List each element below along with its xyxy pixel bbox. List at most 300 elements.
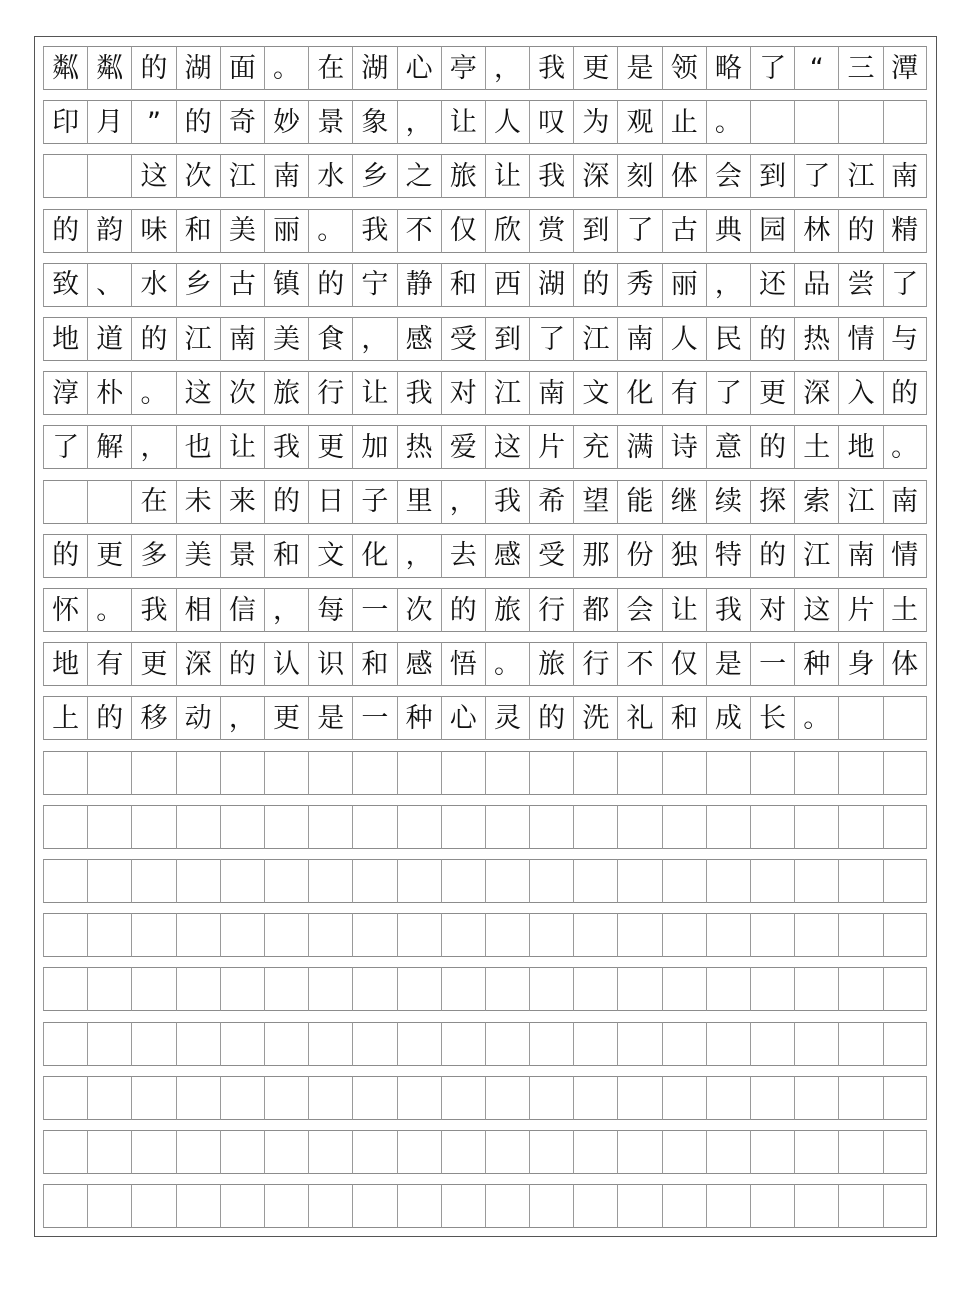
grid-cell (264, 967, 308, 1011)
essay-line (43, 263, 927, 307)
character-cell: 意 (706, 425, 750, 469)
grid-cell (220, 1076, 264, 1120)
character-cell: 都 (573, 588, 617, 632)
character-cell: 解 (87, 425, 131, 469)
character-cell: 对 (750, 588, 794, 632)
essay-line (43, 480, 927, 524)
grid-cell (794, 1076, 838, 1120)
character-cell: 的 (43, 209, 87, 253)
grid-cell (485, 1130, 529, 1174)
grid-cell (87, 480, 131, 524)
character-cell: 的 (883, 371, 927, 415)
character-cell: 文 (573, 371, 617, 415)
character-cell: 成 (706, 696, 750, 740)
character-cell: 为 (573, 100, 617, 144)
grid-cell (220, 1130, 264, 1174)
character-cell: 心 (441, 696, 485, 740)
character-cell: ， (397, 534, 441, 578)
grid-cell (750, 967, 794, 1011)
character-cell: 独 (662, 534, 706, 578)
grid-cell (485, 1184, 529, 1228)
grid-cell (617, 967, 661, 1011)
grid-cell (838, 751, 882, 795)
character-cell: 识 (308, 642, 352, 686)
essay-line (43, 696, 927, 740)
grid-cell (750, 1076, 794, 1120)
character-cell: 种 (397, 696, 441, 740)
grid-cell (750, 805, 794, 849)
character-cell: 了 (617, 209, 661, 253)
character-cell: 化 (352, 534, 396, 578)
grid-cell (441, 805, 485, 849)
character-cell: 和 (352, 642, 396, 686)
character-cell: 乡 (176, 263, 220, 307)
character-cell: 乡 (352, 154, 396, 198)
grid-cell (43, 154, 87, 198)
character-cell: 人 (662, 317, 706, 361)
grid-cell (220, 1184, 264, 1228)
character-cell: 是 (706, 642, 750, 686)
essay-line (43, 209, 927, 253)
character-cell: 更 (131, 642, 175, 686)
character-cell: 探 (750, 480, 794, 524)
grid-cell (883, 967, 927, 1011)
character-cell: 人 (485, 100, 529, 144)
character-cell: 感 (397, 642, 441, 686)
grid-cell (308, 751, 352, 795)
grid-cell (264, 1130, 308, 1174)
character-cell: 的 (131, 46, 175, 90)
essay-line (43, 642, 927, 686)
character-cell: 加 (352, 425, 396, 469)
grid-cell (220, 859, 264, 903)
character-cell: 地 (43, 642, 87, 686)
character-cell: 南 (838, 534, 882, 578)
character-cell: 的 (308, 263, 352, 307)
character-cell: 我 (352, 209, 396, 253)
grid-cell (441, 859, 485, 903)
grid-cell (43, 859, 87, 903)
grid-cell (87, 1130, 131, 1174)
character-cell: 认 (264, 642, 308, 686)
character-cell: 每 (308, 588, 352, 632)
character-cell: 是 (617, 46, 661, 90)
grid-cell (794, 859, 838, 903)
character-cell: 身 (838, 642, 882, 686)
character-cell: 了 (794, 154, 838, 198)
character-cell: 在 (308, 46, 352, 90)
character-cell: 一 (352, 588, 396, 632)
grid-cell (883, 751, 927, 795)
character-cell: ， (220, 696, 264, 740)
character-cell: 水 (308, 154, 352, 198)
character-cell: 宁 (352, 263, 396, 307)
grid-cell (750, 1184, 794, 1228)
grid-cell (352, 1184, 396, 1228)
character-cell: 了 (750, 46, 794, 90)
grid-cell (838, 100, 882, 144)
grid-cell (529, 1184, 573, 1228)
grid-cell (397, 1022, 441, 1066)
grid-cell (485, 805, 529, 849)
character-cell: 古 (662, 209, 706, 253)
grid-cell (573, 1076, 617, 1120)
character-cell: 能 (617, 480, 661, 524)
grid-cell (441, 751, 485, 795)
blank-grid-row (43, 751, 927, 795)
blank-grid-row (43, 1076, 927, 1120)
grid-cell (176, 1076, 220, 1120)
character-cell: 略 (706, 46, 750, 90)
character-cell: 让 (352, 371, 396, 415)
grid-cell (43, 1130, 87, 1174)
character-cell: 我 (485, 480, 529, 524)
grid-cell (397, 1076, 441, 1120)
character-cell: 景 (308, 100, 352, 144)
character-cell: 让 (220, 425, 264, 469)
grid-cell (485, 859, 529, 903)
grid-cell (529, 913, 573, 957)
grid-cell (573, 1022, 617, 1066)
grid-cell (617, 1076, 661, 1120)
character-cell: 情 (883, 534, 927, 578)
character-cell: 热 (794, 317, 838, 361)
grid-cell (838, 913, 882, 957)
character-cell: 这 (176, 371, 220, 415)
character-cell: 种 (794, 642, 838, 686)
grid-cell (485, 967, 529, 1011)
character-cell: 行 (529, 588, 573, 632)
grid-cell (838, 1184, 882, 1228)
grid-cell (131, 967, 175, 1011)
grid-cell (617, 1022, 661, 1066)
blank-grid-row (43, 805, 927, 849)
grid-cell (308, 859, 352, 903)
character-cell: 我 (264, 425, 308, 469)
character-cell: 有 (87, 642, 131, 686)
character-cell: 的 (176, 100, 220, 144)
character-cell: 江 (838, 480, 882, 524)
grid-cell (441, 967, 485, 1011)
blank-grid-row (43, 967, 927, 1011)
grid-cell (308, 967, 352, 1011)
character-cell: 是 (308, 696, 352, 740)
character-cell: 仅 (662, 642, 706, 686)
grid-cell (131, 1022, 175, 1066)
character-cell: 日 (308, 480, 352, 524)
grid-cell (750, 751, 794, 795)
character-cell: 湖 (176, 46, 220, 90)
character-cell: 份 (617, 534, 661, 578)
character-cell: 更 (264, 696, 308, 740)
character-cell: 致 (43, 263, 87, 307)
grid-cell (397, 1130, 441, 1174)
character-cell: 灵 (485, 696, 529, 740)
character-cell: 不 (397, 209, 441, 253)
character-cell: 会 (706, 154, 750, 198)
character-cell: 湖 (352, 46, 396, 90)
grid-cell (750, 859, 794, 903)
character-cell: ， (706, 263, 750, 307)
grid-cell (352, 805, 396, 849)
grid-cell (308, 805, 352, 849)
character-cell: 观 (617, 100, 661, 144)
character-cell: 欣 (485, 209, 529, 253)
character-cell: “ (794, 46, 838, 90)
character-cell: 也 (176, 425, 220, 469)
character-cell: 让 (662, 588, 706, 632)
grid-cell (706, 913, 750, 957)
character-cell: 和 (662, 696, 706, 740)
character-cell: ， (485, 46, 529, 90)
character-cell: 精 (883, 209, 927, 253)
grid-cell (308, 1184, 352, 1228)
grid-cell (131, 1130, 175, 1174)
grid-cell (485, 751, 529, 795)
grid-cell (883, 696, 927, 740)
grid-cell (397, 805, 441, 849)
character-cell: 去 (441, 534, 485, 578)
character-cell: 我 (529, 46, 573, 90)
grid-cell (352, 1130, 396, 1174)
character-cell: 让 (485, 154, 529, 198)
essay-line (43, 317, 927, 361)
character-cell: 洗 (573, 696, 617, 740)
character-cell: 南 (529, 371, 573, 415)
grid-cell (706, 805, 750, 849)
character-cell: 体 (883, 642, 927, 686)
character-cell: 次 (220, 371, 264, 415)
character-cell: 典 (706, 209, 750, 253)
character-cell: ， (264, 588, 308, 632)
character-cell: 奇 (220, 100, 264, 144)
essay-line (43, 371, 927, 415)
grid-cell (617, 805, 661, 849)
grid-cell (220, 913, 264, 957)
grid-cell (176, 1022, 220, 1066)
character-cell: 食 (308, 317, 352, 361)
grid-cell (794, 967, 838, 1011)
character-cell: 感 (397, 317, 441, 361)
blank-grid-row (43, 1184, 927, 1228)
grid-cell (662, 967, 706, 1011)
blank-grid-row (43, 1022, 927, 1066)
grid-cell (662, 1076, 706, 1120)
blank-grid-row (43, 1130, 927, 1174)
character-cell: 有 (662, 371, 706, 415)
grid-cell (131, 1184, 175, 1228)
grid-cell (441, 1184, 485, 1228)
grid-cell (794, 1130, 838, 1174)
character-cell: 里 (397, 480, 441, 524)
character-cell: 韵 (87, 209, 131, 253)
grid-cell (131, 751, 175, 795)
character-cell: 湖 (529, 263, 573, 307)
grid-cell (43, 751, 87, 795)
grid-cell (662, 1184, 706, 1228)
character-cell: 情 (838, 317, 882, 361)
character-cell: 礼 (617, 696, 661, 740)
grid-cell (87, 967, 131, 1011)
grid-cell (750, 1022, 794, 1066)
grid-cell (176, 967, 220, 1011)
blank-grid-row (43, 859, 927, 903)
grid-cell (529, 751, 573, 795)
grid-cell (220, 805, 264, 849)
character-cell: 还 (750, 263, 794, 307)
character-cell: 的 (750, 534, 794, 578)
grid-cell (883, 1130, 927, 1174)
grid-cell (838, 805, 882, 849)
character-cell: 在 (131, 480, 175, 524)
character-cell: 更 (308, 425, 352, 469)
grid-cell (617, 859, 661, 903)
grid-cell (87, 154, 131, 198)
character-cell: 子 (352, 480, 396, 524)
character-cell: 三 (838, 46, 882, 90)
character-cell: 。 (87, 588, 131, 632)
character-cell: 更 (87, 534, 131, 578)
character-cell: 继 (662, 480, 706, 524)
character-cell: 的 (573, 263, 617, 307)
grid-cell (838, 967, 882, 1011)
character-cell: 。 (794, 696, 838, 740)
character-cell: 地 (838, 425, 882, 469)
character-cell: 充 (573, 425, 617, 469)
character-cell: 丽 (264, 209, 308, 253)
character-cell: 江 (220, 154, 264, 198)
character-cell: 之 (397, 154, 441, 198)
character-cell: 信 (220, 588, 264, 632)
grid-cell (662, 913, 706, 957)
grid-cell (441, 1022, 485, 1066)
grid-cell (883, 913, 927, 957)
grid-cell (662, 1022, 706, 1066)
character-cell: 。 (264, 46, 308, 90)
grid-cell (264, 1076, 308, 1120)
character-cell: 土 (794, 425, 838, 469)
character-cell: 面 (220, 46, 264, 90)
grid-cell (750, 1130, 794, 1174)
grid-cell (883, 859, 927, 903)
character-cell: 南 (883, 480, 927, 524)
character-cell: 这 (485, 425, 529, 469)
grid-cell (794, 751, 838, 795)
grid-cell (573, 1184, 617, 1228)
character-cell: 景 (220, 534, 264, 578)
character-cell: 园 (750, 209, 794, 253)
grid-cell (352, 913, 396, 957)
grid-cell (617, 913, 661, 957)
grid-cell (662, 859, 706, 903)
character-cell: 这 (794, 588, 838, 632)
character-cell: 我 (397, 371, 441, 415)
character-cell: 江 (176, 317, 220, 361)
character-cell: 旅 (485, 588, 529, 632)
grid-cell (43, 913, 87, 957)
character-cell: 南 (617, 317, 661, 361)
grid-cell (397, 751, 441, 795)
grid-cell (529, 859, 573, 903)
character-cell: 化 (617, 371, 661, 415)
character-cell: 特 (706, 534, 750, 578)
grid-cell (87, 1076, 131, 1120)
grid-cell (794, 1184, 838, 1228)
grid-cell (662, 1130, 706, 1174)
grid-cell (264, 751, 308, 795)
grid-cell (573, 805, 617, 849)
character-cell: 古 (220, 263, 264, 307)
grid-cell (176, 805, 220, 849)
character-cell: 的 (838, 209, 882, 253)
grid-cell (220, 967, 264, 1011)
grid-cell (706, 859, 750, 903)
grid-cell (308, 1076, 352, 1120)
grid-cell (883, 100, 927, 144)
grid-cell (750, 100, 794, 144)
character-cell: 镇 (264, 263, 308, 307)
character-cell: 的 (750, 425, 794, 469)
grid-cell (87, 859, 131, 903)
character-cell: 土 (883, 588, 927, 632)
character-cell: 了 (883, 263, 927, 307)
character-cell: 水 (131, 263, 175, 307)
character-cell: 道 (87, 317, 131, 361)
grid-cell (87, 805, 131, 849)
grid-cell (529, 1076, 573, 1120)
grid-cell (529, 805, 573, 849)
grid-cell (838, 859, 882, 903)
character-cell: 更 (750, 371, 794, 415)
character-cell: ” (131, 100, 175, 144)
grid-cell (176, 1184, 220, 1228)
character-cell: 的 (264, 480, 308, 524)
character-cell: 西 (485, 263, 529, 307)
character-cell: 、 (87, 263, 131, 307)
character-cell: 旅 (264, 371, 308, 415)
character-cell: 的 (43, 534, 87, 578)
character-cell: 的 (750, 317, 794, 361)
character-cell: 次 (176, 154, 220, 198)
character-cell: 了 (529, 317, 573, 361)
character-cell: 朴 (87, 371, 131, 415)
grid-cell (352, 1022, 396, 1066)
character-cell: 丽 (662, 263, 706, 307)
character-cell: 诗 (662, 425, 706, 469)
grid-cell (43, 480, 87, 524)
grid-cell (131, 805, 175, 849)
character-cell: ， (352, 317, 396, 361)
grid-cell (264, 1184, 308, 1228)
character-cell: 对 (441, 371, 485, 415)
character-cell: 和 (264, 534, 308, 578)
character-cell: 潭 (883, 46, 927, 90)
grid-cell (750, 913, 794, 957)
grid-cell (176, 751, 220, 795)
character-cell: 会 (617, 588, 661, 632)
character-cell: 。 (308, 209, 352, 253)
grid-cell (838, 696, 882, 740)
character-cell: 索 (794, 480, 838, 524)
grid-cell (176, 913, 220, 957)
character-cell: 片 (838, 588, 882, 632)
grid-cell (397, 1184, 441, 1228)
grid-cell (43, 805, 87, 849)
character-cell: 南 (220, 317, 264, 361)
character-cell: 粼 (43, 46, 87, 90)
character-cell: 江 (794, 534, 838, 578)
grid-cell (573, 913, 617, 957)
